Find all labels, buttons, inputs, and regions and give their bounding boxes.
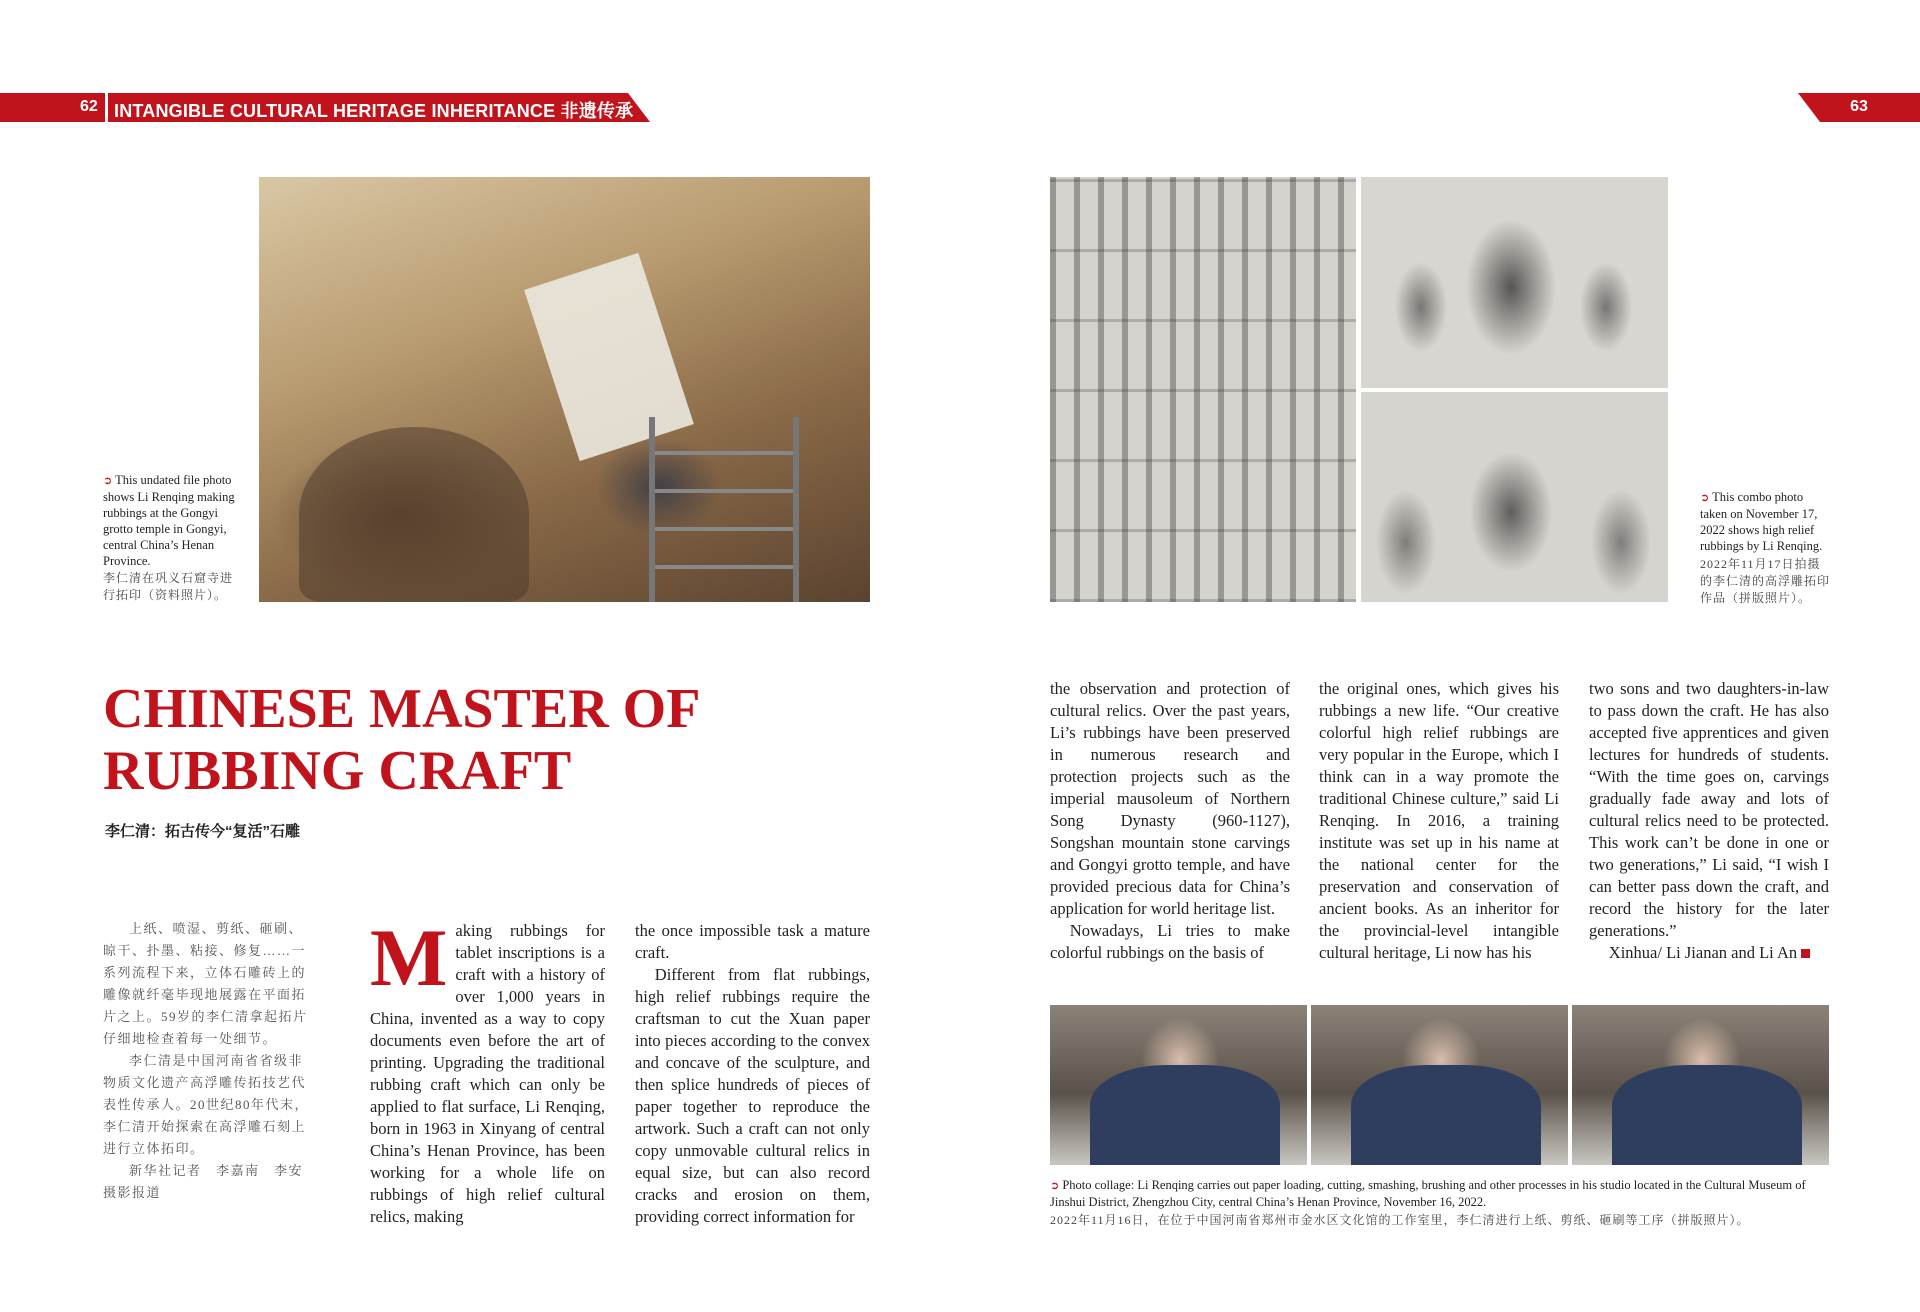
drop-cap: M — [370, 912, 448, 1003]
page-number-right: 63 — [1850, 98, 1868, 115]
chinese-summary — [103, 918, 318, 1204]
caption-arrow-icon: ➲ — [1700, 492, 1710, 504]
body-text: aking rubbings for tablet inscriptions is a craft with a history of over 1,000 years in China, invented as a way to copy documents even before the art of printing. Upgrading the traditional rubbing craft which can only be applied to flat surface, Li Renqing, born in 1963 in Xinyang of central China’s Henan Province, has been working for a whole life on rubbings of high relief cultural relics, making — [370, 921, 605, 1226]
combo-caption — [1700, 489, 1830, 554]
body-paragraph — [370, 912, 605, 1228]
figure-shape — [1351, 1065, 1541, 1165]
collage-caption-zh: 2022年11月16日，在位于中国河南省郑州市金水区文化馆的工作室里，李仁清进行上纸、剪纸、砸刷等工序（拼版照片）。 — [1050, 1213, 1750, 1227]
headline: CHINESE MASTER OF RUBBING CRAFT — [103, 678, 699, 802]
body-column-3 — [1050, 678, 1290, 964]
section-title: INTANGIBLE CULTURAL HERITAGE INHERITANCE 非遗传承 — [114, 101, 634, 121]
grotto-caption-zh: 李仁清在巩义石窟寺进行拓印（资料照片）。 — [103, 571, 234, 602]
ladder-shape — [649, 417, 799, 602]
buddha-statue-shape — [299, 427, 529, 602]
byline — [1589, 942, 1829, 964]
summary-credit: 新华社记者 李嘉南 李安 摄影报道 — [103, 1163, 318, 1200]
body-paragraph: the observation and protection of cultural relics. Over the past years, Li’s rubbings have been preserved in numerous research and protection projects such as the imperial mausoleum of Northern Song Dynasty (960-1127), Songshan mountain stone carvings and Gongyi grotto temple, and have provided precious data for China’s application for world heritage list. — [1050, 679, 1290, 918]
grotto-caption — [103, 472, 235, 569]
body-column-4 — [1319, 678, 1559, 964]
rubbing-photo-procession — [1050, 177, 1356, 602]
body-paragraph: Nowadays, Li tries to make colorful rubbings on the basis of — [1050, 921, 1290, 962]
summary-paragraph: 李仁清是中国河南省省级非物质文化遗产高浮雕传拓技艺代表性传承人。20世纪80年代末，李仁清开始探索在高浮雕石刻上进行立体拓印。 — [103, 1053, 310, 1156]
body-paragraph: Different from flat rubbings, high relief rubbings require the craftsman to cut the Xuan paper into pieces according to the convex and concave of the sculpture, and then splice hundreds of pieces of paper together to reproduce the artwork. Such a craft can not only copy unmovable cultural relics in equal size, but can also record cracks and erosion on them, providing correct information for — [635, 965, 870, 1226]
body-paragraph: the once impossible task a mature craft. — [635, 921, 870, 962]
body-paragraph: the original ones, which gives his rubbings a new life. “Our creative colorful high relief rubbings are very popular in the Europe, which I think can in a way promote the traditional Chinese culture,” said Li Renqing. In 2016, a training institute was set up in his name at the national center for the preservation and conservation of ancient books. As an inheritor for the provincial-level intangible cultural heritage, Li now has his — [1319, 679, 1559, 962]
collage-caption-en: Photo collage: Li Renqing carries out paper loading, cutting, smashing, brushing and other processes in his studio located in the Cultural Museum of Jinshui District, Zhengzhou City, central China’s Henan Province, November 16, 2022. — [1050, 1178, 1806, 1209]
studio-photo-3 — [1572, 1005, 1829, 1165]
body-column-1 — [370, 912, 605, 1228]
caption-arrow-icon: ➲ — [1050, 1180, 1060, 1192]
rubbing-photo-buddha — [1361, 177, 1668, 388]
combo-caption-en: This combo photo taken on November 17, 2022 shows high relief rubbings by Li Renqing. — [1700, 490, 1823, 553]
studio-photo-1 — [1050, 1005, 1307, 1165]
combo-caption-zh: 2022年11月17日拍摄的李仁清的高浮雕拓印作品（拼版照片）。 — [1700, 557, 1831, 605]
figure-shape — [1090, 1065, 1280, 1165]
body-column-5 — [1589, 678, 1829, 964]
subtitle-zh: 李仁清：拓古传今“复活”石雕 — [105, 823, 301, 840]
page-number-left: 62 — [80, 98, 98, 115]
header-divider — [105, 93, 108, 122]
body-paragraph: two sons and two daughters-in-law to pass down the craft. He has also accepted five apprentices and given lectures for hundreds of students. “With the time goes on, carvings gradually fade away and lots of cultural relics need to be protected. This work can’t be done in one or two generations,” Li said, “I wish I can better pass down the craft, and record the history for the later generations.” — [1589, 679, 1829, 940]
grotto-caption-en: This undated file photo shows Li Renqing making rubbings at the Gongyi grotto temple in Gongyi, central China’s Henan Province. — [103, 473, 235, 568]
studio-photo-2 — [1311, 1005, 1568, 1165]
summary-paragraph: 上纸、喷湿、剪纸、砸刷、晾干、扑墨、粘接、修复……一系列流程下来，立体石雕砖上的雕像就纤毫毕现地展露在平面拓片之上。59岁的李仁清拿起拓片仔细地检查着每一处细节。 — [103, 921, 308, 1046]
grotto-photo — [259, 177, 870, 602]
byline-text: Xinhua/ Li Jianan and Li An — [1608, 943, 1798, 962]
rubbing-photo-pagoda — [1361, 392, 1668, 602]
figure-shape — [1612, 1065, 1802, 1165]
caption-arrow-icon: ➲ — [103, 475, 113, 487]
body-column-2 — [635, 920, 870, 1228]
collage-caption — [1050, 1177, 1830, 1210]
end-mark-icon — [1801, 949, 1810, 958]
